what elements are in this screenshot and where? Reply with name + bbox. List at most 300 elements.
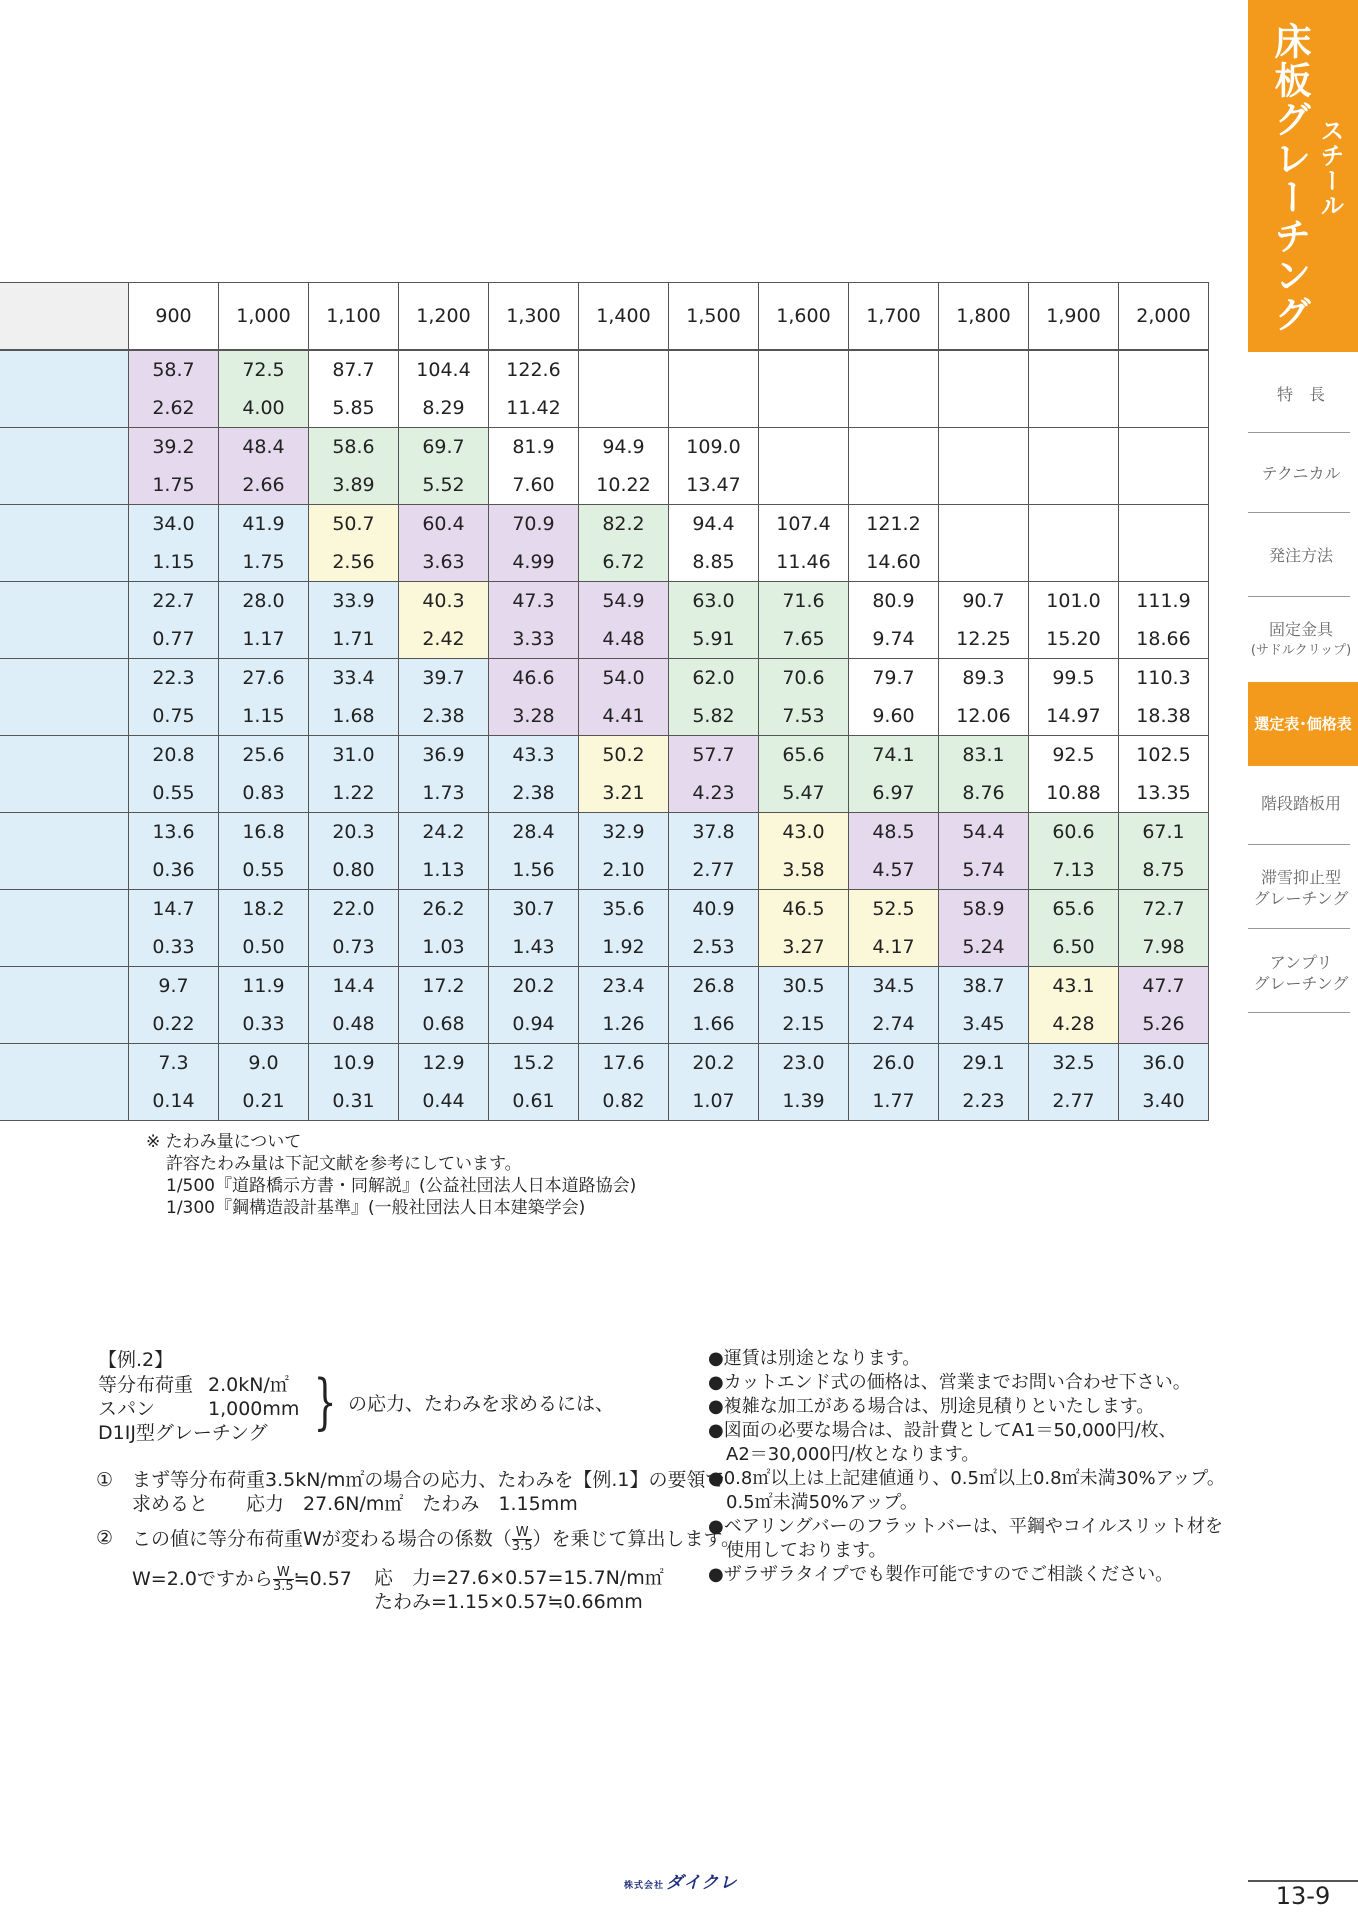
deflection-cell: 1.39	[759, 1082, 849, 1121]
stress-cell: 38.7	[939, 967, 1029, 1006]
stress-cell: 34.5	[849, 967, 939, 1006]
nav-item-fixing-clip[interactable]: 固定金具 (サドルクリップ)	[1250, 620, 1352, 658]
deflection-cell: 0.33	[219, 1005, 309, 1044]
example-title: 【例.2】	[98, 1349, 174, 1371]
deflection-cell: 18.66	[1119, 620, 1209, 659]
deflection-cell: 14.97	[1029, 697, 1119, 736]
deflection-cell: 9.74	[849, 620, 939, 659]
stress-cell: 20.8	[129, 736, 219, 775]
span-header: 1,400	[579, 283, 669, 351]
deflection-cell: 6.72	[579, 543, 669, 582]
stress-cell: 57.7	[669, 736, 759, 775]
stress-cell: 122.6	[489, 350, 579, 389]
deflection-cell: 7.53	[759, 697, 849, 736]
deflection-cell: 5.24	[939, 928, 1029, 967]
deflection-cell: 7.65	[759, 620, 849, 659]
stress-row	[0, 350, 1209, 389]
row-label-cell	[0, 582, 129, 621]
row-label-cell	[0, 967, 129, 1006]
condition-item: ●図面の必要な場合は、設計費としてA1＝50,000円/枚、	[708, 1420, 1177, 1441]
stress-cell: 17.2	[399, 967, 489, 1006]
deflection-cell: 1.73	[399, 774, 489, 813]
deflection-cell: 0.21	[219, 1082, 309, 1121]
stress-cell: 39.7	[399, 659, 489, 698]
deflection-cell: 0.55	[219, 851, 309, 890]
deflection-cell: 0.55	[129, 774, 219, 813]
deflection-cell: 0.73	[309, 928, 399, 967]
stress-cell: 48.4	[219, 428, 309, 467]
deflection-cell: 14.60	[849, 543, 939, 582]
stress-row	[0, 1044, 1209, 1083]
stress-row	[0, 582, 1209, 621]
deflection-cell: 15.20	[1029, 620, 1119, 659]
nav-item-ampuri-grating[interactable]: アンプリ グレーチング	[1253, 953, 1349, 993]
deflection-cell: 0.14	[129, 1082, 219, 1121]
company-logo: 株式会社 ダイクレ	[624, 1873, 738, 1893]
deflection-cell: 0.48	[309, 1005, 399, 1044]
stress-cell: 22.3	[129, 659, 219, 698]
stress-cell: 23.0	[759, 1044, 849, 1083]
deflection-cell: 4.41	[579, 697, 669, 736]
stress-cell: 10.9	[309, 1044, 399, 1083]
row-label-cell	[0, 466, 129, 505]
stress-cell: 54.0	[579, 659, 669, 698]
example-load-value: 2.0kN/㎡	[208, 1374, 289, 1396]
deflection-cell: 11.42	[489, 389, 579, 428]
stress-cell: 28.0	[219, 582, 309, 621]
deflection-cell: 1.17	[219, 620, 309, 659]
span-header: 1,900	[1029, 283, 1119, 351]
stress-cell: 109.0	[669, 428, 759, 467]
stress-cell: 70.6	[759, 659, 849, 698]
stress-cell: 80.9	[849, 582, 939, 621]
deflection-cell: 0.33	[129, 928, 219, 967]
deflection-cell: 1.43	[489, 928, 579, 967]
deflection-cell: 9.60	[849, 697, 939, 736]
coefficient-fraction: $\frac{W}{3.5}$	[511, 1525, 533, 1554]
span-header: 1,700	[849, 283, 939, 351]
stress-cell: 13.6	[129, 813, 219, 852]
stress-cell	[939, 428, 1029, 467]
row-label-cell	[0, 1082, 129, 1121]
stress-cell: 110.3	[1119, 659, 1209, 698]
nav-divider	[1248, 596, 1350, 597]
deflection-cell: 4.28	[1029, 1005, 1119, 1044]
deflection-row	[0, 851, 1209, 890]
deflection-cell: 0.22	[129, 1005, 219, 1044]
stress-cell: 36.9	[399, 736, 489, 775]
stress-cell: 47.7	[1119, 967, 1209, 1006]
stress-cell: 50.7	[309, 505, 399, 544]
stress-cell: 71.6	[759, 582, 849, 621]
deflection-row	[0, 1005, 1209, 1044]
stress-cell: 14.7	[129, 890, 219, 929]
stress-cell: 32.9	[579, 813, 669, 852]
deflection-cell: 1.92	[579, 928, 669, 967]
stress-cell	[1119, 505, 1209, 544]
deflection-cell: 3.63	[399, 543, 489, 582]
deflection-cell	[1029, 466, 1119, 505]
deflection-cell: 5.82	[669, 697, 759, 736]
stress-cell: 9.7	[129, 967, 219, 1006]
stress-cell: 121.2	[849, 505, 939, 544]
span-header: 1,500	[669, 283, 759, 351]
stress-cell	[669, 350, 759, 389]
stress-cell	[849, 428, 939, 467]
stress-cell	[759, 428, 849, 467]
span-header: 1,000	[219, 283, 309, 351]
deflection-cell: 1.68	[309, 697, 399, 736]
deflection-cell: 3.21	[579, 774, 669, 813]
deflection-cell: 3.45	[939, 1005, 1029, 1044]
nav-item-stair-tread[interactable]: 階段踏板用	[1260, 793, 1341, 813]
nav-divider	[1248, 512, 1350, 513]
stress-row	[0, 428, 1209, 467]
deflection-row	[0, 466, 1209, 505]
stress-cell: 58.6	[309, 428, 399, 467]
stress-row	[0, 505, 1209, 544]
stress-cell: 43.3	[489, 736, 579, 775]
stress-cell: 90.7	[939, 582, 1029, 621]
stress-cell: 50.2	[579, 736, 669, 775]
deflection-cell: 8.75	[1119, 851, 1209, 890]
deflection-cell: 0.31	[309, 1082, 399, 1121]
deflection-cell	[759, 389, 849, 428]
span-header: 1,300	[489, 283, 579, 351]
deflection-cell: 4.17	[849, 928, 939, 967]
stress-cell	[1029, 428, 1119, 467]
stress-cell: 26.2	[399, 890, 489, 929]
stress-cell: 94.9	[579, 428, 669, 467]
stress-cell: 43.0	[759, 813, 849, 852]
deflection-cell: 1.15	[129, 543, 219, 582]
deflection-cell: 1.13	[399, 851, 489, 890]
example-span-value: 1,000mm	[208, 1398, 300, 1420]
deflection-cell: 0.44	[399, 1082, 489, 1121]
nav-divider	[1248, 1012, 1350, 1013]
stress-cell	[1119, 428, 1209, 467]
deflection-cell	[849, 389, 939, 428]
deflection-cell: 4.48	[579, 620, 669, 659]
deflection-cell: 3.58	[759, 851, 849, 890]
stress-cell: 81.9	[489, 428, 579, 467]
deflection-cell: 10.88	[1029, 774, 1119, 813]
notes-line-1: 許容たわみ量は下記文献を参考にしています。	[166, 1154, 522, 1174]
row-label-cell	[0, 697, 129, 736]
deflection-cell: 1.03	[399, 928, 489, 967]
condition-item: ●0.8㎡以上は上記建値通り、0.5㎡以上0.8㎡未満30%アップ。	[708, 1468, 1225, 1489]
calc-deflection: たわみ=1.15×0.57≒0.66mm	[374, 1591, 643, 1613]
deflection-cell: 5.91	[669, 620, 759, 659]
stress-cell: 46.5	[759, 890, 849, 929]
stress-cell: 40.9	[669, 890, 759, 929]
stress-cell: 27.6	[219, 659, 309, 698]
stress-cell: 33.4	[309, 659, 399, 698]
deflection-cell: 3.28	[489, 697, 579, 736]
deflection-row	[0, 774, 1209, 813]
row-label-cell	[0, 736, 129, 775]
section-title: 床板グレーチング	[1268, 22, 1311, 334]
stress-cell: 37.8	[669, 813, 759, 852]
deflection-cell: 0.94	[489, 1005, 579, 1044]
deflection-cell: 1.15	[219, 697, 309, 736]
deflection-cell	[579, 389, 669, 428]
row-label-cell	[0, 543, 129, 582]
deflection-cell: 2.77	[1029, 1082, 1119, 1121]
deflection-cell: 13.35	[1119, 774, 1209, 813]
deflection-cell: 5.52	[399, 466, 489, 505]
deflection-cell: 6.50	[1029, 928, 1119, 967]
stress-cell: 48.5	[849, 813, 939, 852]
deflection-cell: 0.36	[129, 851, 219, 890]
deflection-cell: 4.23	[669, 774, 759, 813]
stress-cell: 62.0	[669, 659, 759, 698]
deflection-cell: 1.66	[669, 1005, 759, 1044]
stress-cell: 43.1	[1029, 967, 1119, 1006]
deflection-cell: 5.74	[939, 851, 1029, 890]
stress-cell: 18.2	[219, 890, 309, 929]
deflection-cell	[939, 389, 1029, 428]
stress-cell: 60.6	[1029, 813, 1119, 852]
deflection-cell: 2.10	[579, 851, 669, 890]
deflection-cell: 2.62	[129, 389, 219, 428]
deflection-cell: 1.75	[219, 543, 309, 582]
condition-item: A2＝30,000円/枚となります。	[708, 1444, 980, 1465]
stress-cell: 34.0	[129, 505, 219, 544]
deflection-cell: 1.07	[669, 1082, 759, 1121]
stress-cell: 31.0	[309, 736, 399, 775]
stress-cell: 26.8	[669, 967, 759, 1006]
stress-cell: 69.7	[399, 428, 489, 467]
deflection-cell: 18.38	[1119, 697, 1209, 736]
stress-cell: 14.4	[309, 967, 399, 1006]
example-span-label: スパン	[98, 1398, 156, 1420]
deflection-cell: 5.26	[1119, 1005, 1209, 1044]
deflection-cell: 0.77	[129, 620, 219, 659]
deflection-cell: 0.50	[219, 928, 309, 967]
deflection-cell: 13.47	[669, 466, 759, 505]
stress-cell: 54.4	[939, 813, 1029, 852]
deflection-cell: 3.33	[489, 620, 579, 659]
stress-cell: 11.9	[219, 967, 309, 1006]
row-label-cell	[0, 1005, 129, 1044]
step-1-line-2: 求めると 応力 27.6N/m㎡ たわみ 1.15mm	[132, 1493, 578, 1515]
stress-cell: 82.2	[579, 505, 669, 544]
deflection-cell: 12.06	[939, 697, 1029, 736]
condition-item: ●複雑な加工がある場合は、別途見積りといたします。	[708, 1396, 1155, 1417]
example-model: D1IJ型グレーチング	[98, 1422, 268, 1444]
step-2-number: ②	[96, 1527, 114, 1549]
stress-cell: 72.7	[1119, 890, 1209, 929]
condition-item: ●ザラザラタイプでも製作可能ですのでご相談ください。	[708, 1564, 1174, 1585]
nav-item-features[interactable]: 特 長	[1276, 384, 1325, 404]
section-subtitle: スチール	[1316, 118, 1344, 218]
nav-item-technical[interactable]: テクニカル	[1261, 463, 1341, 483]
section-tab	[1248, 0, 1358, 352]
deflection-cell: 3.40	[1119, 1082, 1209, 1121]
deflection-cell: 0.75	[129, 697, 219, 736]
step-2-text: この値に等分布荷重Wが変わる場合の係数（ $\frac{W}{3.5}$ ）を乗じて算出します。	[132, 1525, 740, 1554]
stress-cell	[759, 350, 849, 389]
condition-item: ●ベアリングバーのフラットバーは、平鋼やコイルスリット材を	[708, 1516, 1224, 1537]
load-table-wrapper	[0, 282, 1209, 1121]
stress-cell: 104.4	[399, 350, 489, 389]
row-label-cell	[0, 620, 129, 659]
stress-cell: 65.6	[759, 736, 849, 775]
stress-cell: 83.1	[939, 736, 1029, 775]
stress-cell: 32.5	[1029, 1044, 1119, 1083]
deflection-cell: 2.38	[399, 697, 489, 736]
deflection-cell	[759, 466, 849, 505]
stress-cell	[1029, 350, 1119, 389]
deflection-cell: 2.74	[849, 1005, 939, 1044]
stress-cell: 52.5	[849, 890, 939, 929]
notes-line-2: 1/500『道路橋示方書・同解説』(公益社団法人日本道路協会)	[166, 1176, 637, 1196]
stress-cell: 36.0	[1119, 1044, 1209, 1083]
stress-deflection-table	[0, 282, 1209, 1121]
deflection-cell: 0.80	[309, 851, 399, 890]
deflection-cell	[1029, 389, 1119, 428]
deflection-cell	[939, 543, 1029, 582]
row-label-cell	[0, 851, 129, 890]
stress-cell: 74.1	[849, 736, 939, 775]
stress-cell	[1029, 505, 1119, 544]
stress-cell: 94.4	[669, 505, 759, 544]
deflection-cell: 2.77	[669, 851, 759, 890]
table-header-row	[0, 283, 1209, 351]
stress-cell: 79.7	[849, 659, 939, 698]
deflection-cell: 1.75	[129, 466, 219, 505]
stress-cell: 99.5	[1029, 659, 1119, 698]
stress-cell: 58.9	[939, 890, 1029, 929]
nav-item-selection-price[interactable]: 選定表･価格表	[1248, 682, 1358, 766]
deflection-cell: 3.89	[309, 466, 399, 505]
deflection-row	[0, 543, 1209, 582]
stress-cell: 58.7	[129, 350, 219, 389]
stress-cell: 16.8	[219, 813, 309, 852]
stress-cell	[1119, 350, 1209, 389]
nav-divider	[1248, 844, 1350, 845]
stress-cell	[579, 350, 669, 389]
row-label-cell	[0, 389, 129, 428]
stress-cell: 102.5	[1119, 736, 1209, 775]
stress-cell: 89.3	[939, 659, 1029, 698]
row-label-cell	[0, 428, 129, 467]
step-1-number: ①	[96, 1469, 114, 1491]
stress-cell	[939, 350, 1029, 389]
condition-item: 使用しております。	[708, 1540, 887, 1561]
deflection-cell	[1119, 543, 1209, 582]
deflection-cell: 0.82	[579, 1082, 669, 1121]
deflection-cell: 1.22	[309, 774, 399, 813]
notes-title: ※ たわみ量について	[146, 1132, 302, 1152]
nav-item-ordering[interactable]: 発注方法	[1268, 545, 1333, 565]
stress-cell: 72.5	[219, 350, 309, 389]
stress-cell: 35.6	[579, 890, 669, 929]
calc-stress: 応 力=27.6×0.57=15.7N/m㎡	[374, 1567, 664, 1589]
deflection-cell	[849, 466, 939, 505]
stress-cell: 12.9	[399, 1044, 489, 1083]
deflection-cell: 2.53	[669, 928, 759, 967]
deflection-cell: 0.68	[399, 1005, 489, 1044]
stress-cell: 60.4	[399, 505, 489, 544]
deflection-cell: 4.99	[489, 543, 579, 582]
deflection-cell: 7.60	[489, 466, 579, 505]
deflection-cell: 2.38	[489, 774, 579, 813]
stress-cell: 111.9	[1119, 582, 1209, 621]
deflection-cell: 2.56	[309, 543, 399, 582]
deflection-cell: 1.77	[849, 1082, 939, 1121]
stress-cell: 41.9	[219, 505, 309, 544]
deflection-row	[0, 389, 1209, 428]
deflection-row	[0, 620, 1209, 659]
stress-cell: 70.9	[489, 505, 579, 544]
example-question: の応力、たわみを求めるには、	[348, 1393, 615, 1415]
stress-cell: 33.9	[309, 582, 399, 621]
stress-cell: 87.7	[309, 350, 399, 389]
stress-row	[0, 967, 1209, 1006]
stress-cell: 67.1	[1119, 813, 1209, 852]
row-label-cell	[0, 928, 129, 967]
span-header: 1,200	[399, 283, 489, 351]
stress-cell: 92.5	[1029, 736, 1119, 775]
stress-cell: 9.0	[219, 1044, 309, 1083]
condition-item: ●カットエンド式の価格は、営業までお問い合わせ下さい。	[708, 1372, 1191, 1393]
deflection-cell: 2.66	[219, 466, 309, 505]
deflection-cell	[1119, 466, 1209, 505]
stress-cell: 23.4	[579, 967, 669, 1006]
page-number: 13-9	[1248, 1880, 1358, 1910]
calc-line: W=2.0ですから $\frac{W}{3.5}$ ≒0.57	[132, 1565, 352, 1594]
deflection-cell: 8.29	[399, 389, 489, 428]
deflection-cell: 8.85	[669, 543, 759, 582]
deflection-cell: 7.98	[1119, 928, 1209, 967]
stress-cell: 17.6	[579, 1044, 669, 1083]
stress-cell: 24.2	[399, 813, 489, 852]
deflection-cell: 10.22	[579, 466, 669, 505]
stress-cell: 65.6	[1029, 890, 1119, 929]
deflection-cell: 6.97	[849, 774, 939, 813]
deflection-cell: 0.83	[219, 774, 309, 813]
span-header: 1,100	[309, 283, 399, 351]
row-label-cell	[0, 890, 129, 929]
stress-cell: 20.2	[669, 1044, 759, 1083]
stress-cell: 101.0	[1029, 582, 1119, 621]
row-label-cell	[0, 350, 129, 389]
row-label-cell	[0, 1044, 129, 1083]
stress-cell: 29.1	[939, 1044, 1029, 1083]
nav-item-snow-grating[interactable]: 滞雪抑止型 グレーチング	[1253, 868, 1349, 908]
row-label-cell	[0, 774, 129, 813]
brace-icon: }	[313, 1367, 337, 1437]
step-1-line-1: まず等分布荷重3.5kN/m㎡の場合の応力、たわみを【例.1】の要領で	[132, 1469, 725, 1491]
stress-cell: 22.7	[129, 582, 219, 621]
stress-cell: 7.3	[129, 1044, 219, 1083]
deflection-cell: 4.57	[849, 851, 939, 890]
stress-cell: 20.2	[489, 967, 579, 1006]
deflection-cell: 3.27	[759, 928, 849, 967]
condition-item: ●運賃は別途となります。	[708, 1348, 921, 1369]
row-label-cell	[0, 505, 129, 544]
deflection-cell: 1.56	[489, 851, 579, 890]
deflection-cell: 5.85	[309, 389, 399, 428]
stress-cell: 47.3	[489, 582, 579, 621]
span-header: 900	[129, 283, 219, 351]
deflection-cell: 7.13	[1029, 851, 1119, 890]
stress-cell	[939, 505, 1029, 544]
stress-cell: 25.6	[219, 736, 309, 775]
deflection-cell: 2.15	[759, 1005, 849, 1044]
